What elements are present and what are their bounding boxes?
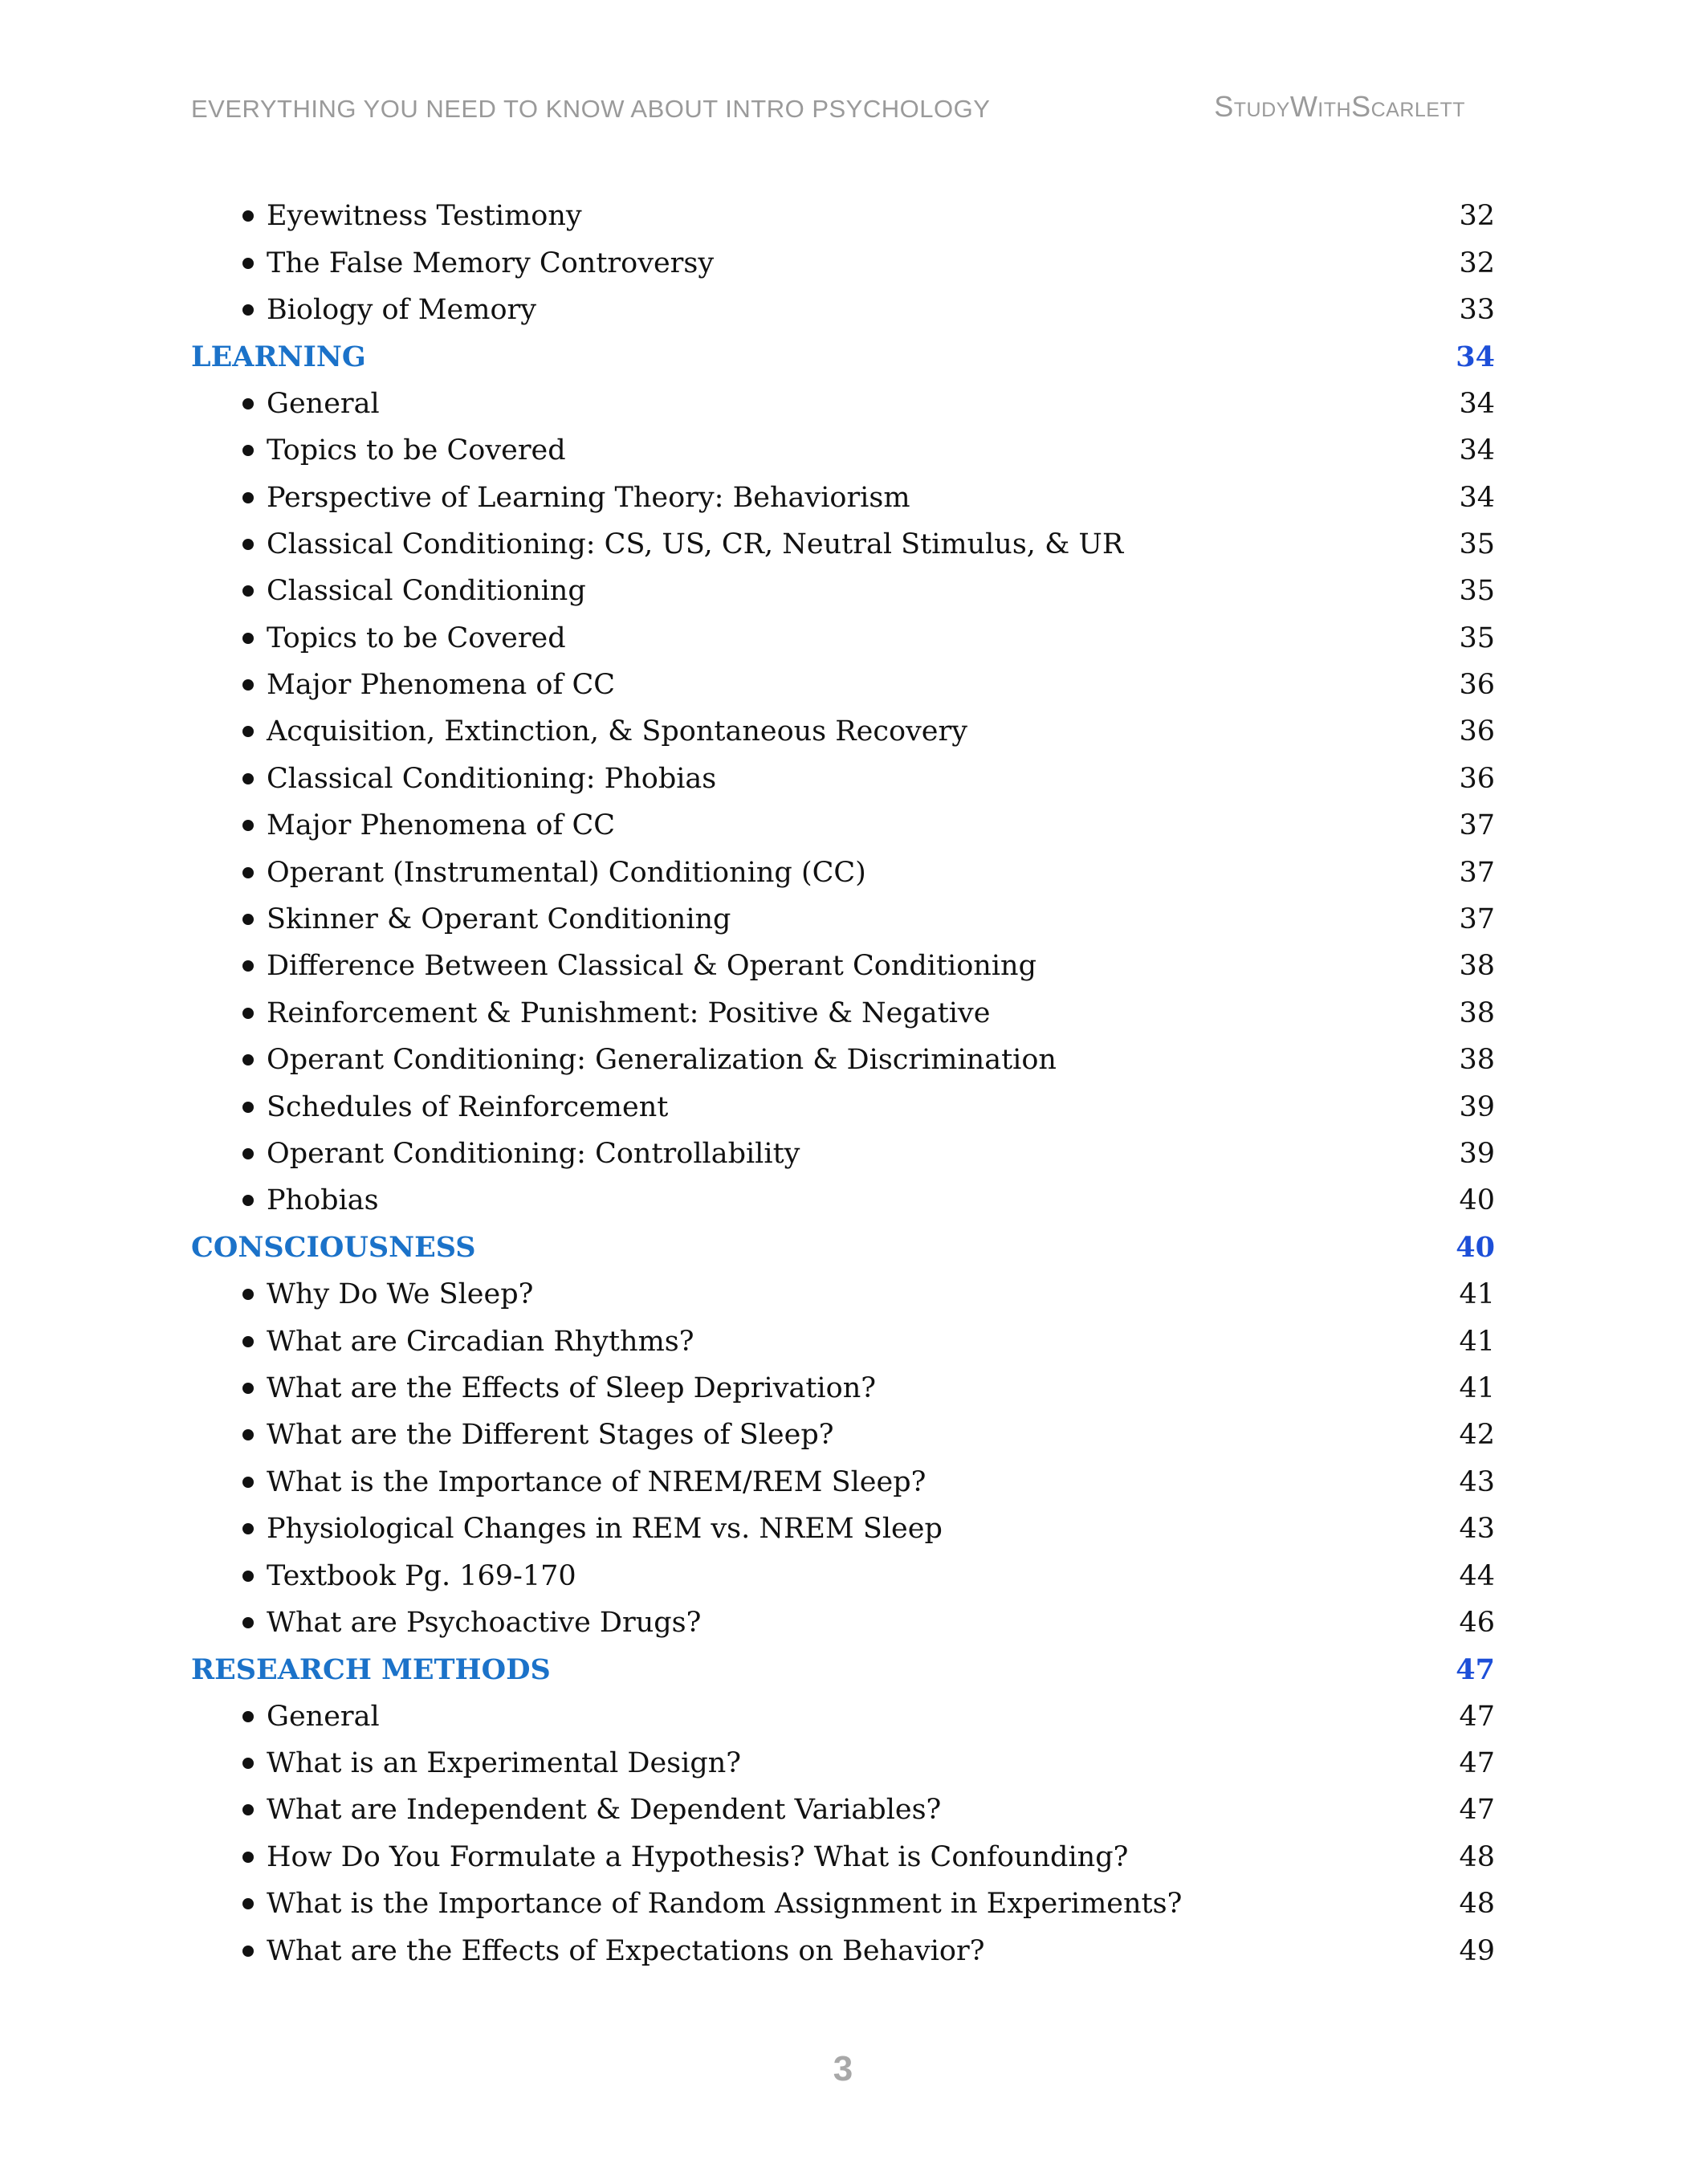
toc-label bbox=[191, 1747, 741, 1779]
bullet-icon bbox=[242, 1758, 254, 1769]
toc-page-number: 34 bbox=[1459, 434, 1495, 467]
toc-label bbox=[191, 247, 714, 279]
toc-label-text: Biology of Memory bbox=[267, 293, 537, 326]
toc-label-text: CONSCIOUSNESS bbox=[191, 1231, 476, 1265]
toc-label bbox=[191, 1419, 834, 1451]
toc-page-number: 32 bbox=[1459, 247, 1495, 279]
bullet-icon bbox=[242, 1429, 254, 1440]
toc-label-text: General bbox=[267, 1700, 380, 1733]
bullet-icon bbox=[242, 633, 254, 644]
toc-entry[interactable] bbox=[191, 1506, 1495, 1552]
toc-entry[interactable] bbox=[191, 427, 1495, 474]
running-header-author: StudyWithScarlett bbox=[1214, 90, 1465, 123]
bullet-icon bbox=[242, 1523, 254, 1534]
toc-entry[interactable] bbox=[191, 1412, 1495, 1458]
toc-page-number: 38 bbox=[1459, 950, 1495, 983]
toc-page-number: 33 bbox=[1459, 293, 1495, 326]
bullet-icon bbox=[242, 445, 254, 456]
toc-page-number: 49 bbox=[1459, 1934, 1495, 1967]
toc-label bbox=[191, 1701, 380, 1733]
toc-page-number: 47 bbox=[1459, 1700, 1495, 1733]
toc-entry[interactable] bbox=[191, 1787, 1495, 1833]
bullet-icon bbox=[242, 867, 254, 878]
toc-label bbox=[191, 1653, 551, 1686]
toc-label-text: What are Independent & Dependent Variables? bbox=[267, 1794, 942, 1827]
toc-page-number: 43 bbox=[1459, 1465, 1495, 1498]
toc-entry[interactable] bbox=[191, 521, 1495, 568]
bullet-icon bbox=[242, 1383, 254, 1394]
toc-page-number: 34 bbox=[1456, 340, 1495, 373]
toc-label-text: RESEARCH METHODS bbox=[191, 1652, 551, 1686]
toc-label bbox=[191, 1513, 943, 1545]
toc-entry[interactable] bbox=[191, 708, 1495, 755]
toc-entry[interactable] bbox=[191, 1318, 1495, 1364]
bullet-icon bbox=[242, 1289, 254, 1300]
toc-label bbox=[191, 857, 866, 889]
toc-label-text: Eyewitness Testimony bbox=[267, 200, 582, 233]
toc-page-number: 37 bbox=[1459, 903, 1495, 936]
toc-label-text: What are the Effects of Sleep Deprivation? bbox=[267, 1371, 876, 1404]
toc-label-text: Operant (Instrumental) Conditioning (CC) bbox=[267, 856, 866, 889]
toc-page-number: 34 bbox=[1459, 481, 1495, 514]
toc-page-number: 39 bbox=[1459, 1138, 1495, 1170]
toc-label bbox=[191, 1560, 576, 1592]
bullet-icon bbox=[242, 914, 254, 925]
toc-entry[interactable] bbox=[191, 662, 1495, 708]
toc-entry[interactable] bbox=[191, 756, 1495, 802]
toc-label-text: Topics to be Covered bbox=[267, 621, 566, 654]
toc-label-text: What is the Importance of Random Assignment in Experiments? bbox=[267, 1888, 1183, 1921]
toc-entry[interactable] bbox=[191, 1927, 1495, 1974]
toc-section-heading[interactable] bbox=[191, 1646, 1495, 1693]
toc-entry[interactable] bbox=[191, 849, 1495, 895]
toc-label bbox=[191, 622, 566, 654]
toc-label-text: Classical Conditioning bbox=[267, 575, 586, 608]
toc-label-text: What are the Effects of Expectations on Behavior? bbox=[267, 1934, 985, 1967]
toc-entry[interactable] bbox=[191, 287, 1495, 333]
toc-label bbox=[191, 715, 967, 748]
toc-label-text: Major Phenomena of CC bbox=[267, 669, 616, 702]
toc-label bbox=[191, 528, 1123, 560]
bullet-icon bbox=[242, 773, 254, 784]
bullet-icon bbox=[242, 960, 254, 972]
bullet-icon bbox=[242, 1898, 254, 1909]
toc-label bbox=[191, 1184, 379, 1216]
toc-entry[interactable] bbox=[191, 1083, 1495, 1130]
toc-label bbox=[191, 1607, 701, 1639]
bullet-icon bbox=[242, 1195, 254, 1206]
toc-entry[interactable] bbox=[191, 1177, 1495, 1224]
toc-page-number: 35 bbox=[1459, 575, 1495, 608]
toc-page-number: 36 bbox=[1459, 715, 1495, 748]
toc-label-text: Skinner & Operant Conditioning bbox=[267, 903, 731, 936]
toc-entry[interactable] bbox=[191, 474, 1495, 520]
bullet-icon bbox=[242, 1148, 254, 1159]
bullet-icon bbox=[242, 1617, 254, 1628]
toc-label bbox=[191, 903, 731, 935]
bullet-icon bbox=[242, 1711, 254, 1722]
bullet-icon bbox=[242, 1008, 254, 1019]
toc-entry[interactable] bbox=[191, 1552, 1495, 1599]
toc-page-number: 47 bbox=[1459, 1747, 1495, 1780]
toc-label bbox=[191, 809, 615, 841]
toc-page-number: 35 bbox=[1459, 621, 1495, 654]
toc-label bbox=[191, 763, 716, 795]
toc-label-text: Classical Conditioning: Phobias bbox=[267, 762, 717, 795]
running-header-title: EVERYTHING YOU NEED TO KNOW ABOUT INTRO PSYCHOLOGY bbox=[191, 95, 991, 123]
toc-label-text: LEARNING bbox=[191, 340, 366, 373]
bullet-icon bbox=[242, 1571, 254, 1582]
toc-label-text: Major Phenomena of CC bbox=[267, 809, 616, 842]
toc-entry[interactable] bbox=[191, 802, 1495, 849]
toc-label bbox=[191, 1278, 533, 1310]
toc-label-text: Topics to be Covered bbox=[267, 434, 566, 467]
toc-page-number: 37 bbox=[1459, 809, 1495, 842]
toc-page-number: 36 bbox=[1459, 669, 1495, 702]
toc-page-number: 38 bbox=[1459, 996, 1495, 1029]
toc-label-text: How Do You Formulate a Hypothesis? What is Confounding? bbox=[267, 1840, 1129, 1873]
toc-entry[interactable] bbox=[191, 1599, 1495, 1646]
toc-page-number: 35 bbox=[1459, 528, 1495, 560]
bullet-icon bbox=[242, 258, 254, 269]
toc-label bbox=[191, 669, 615, 701]
toc-label-text: The False Memory Controversy bbox=[267, 247, 715, 279]
toc-label-text: General bbox=[267, 387, 380, 420]
toc-label-text: Phobias bbox=[267, 1184, 379, 1217]
bullet-icon bbox=[242, 726, 254, 737]
toc-page-number: 47 bbox=[1456, 1652, 1495, 1686]
bullet-icon bbox=[242, 585, 254, 597]
toc-label-text: Classical Conditioning: CS, US, CR, Neutral Stimulus, & UR bbox=[267, 528, 1124, 560]
toc-entry[interactable] bbox=[191, 1740, 1495, 1787]
toc-entry[interactable] bbox=[191, 1271, 1495, 1318]
bullet-icon bbox=[242, 820, 254, 831]
toc-label-text: What are Circadian Rhythms? bbox=[267, 1325, 694, 1358]
toc-page-number: 39 bbox=[1459, 1090, 1495, 1123]
toc-label-text: Schedules of Reinforcement bbox=[267, 1090, 669, 1123]
toc-entry[interactable] bbox=[191, 990, 1495, 1037]
toc-page-number: 41 bbox=[1459, 1325, 1495, 1358]
toc-entry[interactable] bbox=[191, 615, 1495, 662]
toc-label-text: What is the Importance of NREM/REM Sleep? bbox=[267, 1465, 926, 1498]
toc-page-number: 40 bbox=[1459, 1184, 1495, 1217]
toc-label-text: What is an Experimental Design? bbox=[267, 1747, 742, 1780]
toc-entry[interactable] bbox=[191, 1459, 1495, 1506]
bullet-icon bbox=[242, 304, 254, 316]
toc-page-number: 47 bbox=[1459, 1794, 1495, 1827]
toc-label-text: Physiological Changes in REM vs. NREM Sleep bbox=[267, 1513, 943, 1546]
toc-label bbox=[191, 1326, 694, 1358]
toc-label bbox=[191, 388, 380, 420]
toc-section-heading[interactable] bbox=[191, 1224, 1495, 1271]
toc-entry[interactable] bbox=[191, 568, 1495, 614]
toc-page-number: 34 bbox=[1459, 387, 1495, 420]
toc-entry[interactable] bbox=[191, 943, 1495, 989]
toc-page-number: 44 bbox=[1459, 1559, 1495, 1592]
bullet-icon bbox=[242, 1946, 254, 1957]
toc-label-text: Perspective of Learning Theory: Behaviorism bbox=[267, 481, 910, 514]
toc-label bbox=[191, 1841, 1128, 1873]
toc-label-text: What are the Different Stages of Sleep? bbox=[267, 1419, 834, 1452]
toc-entry[interactable] bbox=[191, 1365, 1495, 1412]
toc-entry[interactable] bbox=[191, 193, 1495, 239]
toc-page-number: 38 bbox=[1459, 1044, 1495, 1077]
toc-label-text: Difference Between Classical & Operant Conditioning bbox=[267, 950, 1036, 983]
toc-label bbox=[191, 1138, 800, 1170]
toc-label bbox=[191, 1091, 668, 1123]
toc-label-text: Acquisition, Extinction, & Spontaneous Recovery bbox=[267, 715, 968, 748]
toc-label bbox=[191, 1935, 985, 1967]
toc-label-text: Reinforcement & Punishment: Positive & Negative bbox=[267, 996, 991, 1029]
toc-page-number: 37 bbox=[1459, 856, 1495, 889]
toc-label-text: Operant Conditioning: Controllability bbox=[267, 1138, 800, 1170]
bullet-icon bbox=[242, 210, 254, 222]
toc-entry[interactable] bbox=[191, 1834, 1495, 1880]
toc-page-number: 48 bbox=[1459, 1888, 1495, 1921]
bullet-icon bbox=[242, 539, 254, 550]
toc-label bbox=[191, 1231, 476, 1264]
toc-label bbox=[191, 950, 1036, 982]
toc-label bbox=[191, 1372, 876, 1404]
toc-label bbox=[191, 1794, 941, 1826]
toc-entry[interactable] bbox=[191, 239, 1495, 286]
toc-label bbox=[191, 482, 910, 514]
bullet-icon bbox=[242, 398, 254, 410]
toc-label bbox=[191, 200, 582, 232]
bullet-icon bbox=[242, 1804, 254, 1815]
toc-page-number: 32 bbox=[1459, 200, 1495, 233]
toc-entry[interactable] bbox=[191, 1131, 1495, 1177]
toc-label bbox=[191, 997, 990, 1029]
toc-page-number: 40 bbox=[1456, 1231, 1495, 1265]
bullet-icon bbox=[242, 1852, 254, 1863]
toc-page-number: 36 bbox=[1459, 762, 1495, 795]
toc-label-text: What are Psychoactive Drugs? bbox=[267, 1606, 702, 1639]
toc-label-text: Operant Conditioning: Generalization & Discrimination bbox=[267, 1044, 1057, 1077]
toc-page-number: 41 bbox=[1459, 1278, 1495, 1311]
toc-entry[interactable] bbox=[191, 381, 1495, 427]
bullet-icon bbox=[242, 679, 254, 691]
table-of-contents bbox=[191, 193, 1495, 1974]
page-number: 3 bbox=[833, 2049, 853, 2088]
toc-entry[interactable] bbox=[191, 1693, 1495, 1740]
toc-label-text: Textbook Pg. 169-170 bbox=[267, 1559, 576, 1592]
toc-entry[interactable] bbox=[191, 1037, 1495, 1083]
toc-entry[interactable] bbox=[191, 896, 1495, 943]
bullet-icon bbox=[242, 1102, 254, 1113]
toc-label bbox=[191, 1888, 1182, 1920]
bullet-icon bbox=[242, 1054, 254, 1066]
toc-page-number: 41 bbox=[1459, 1371, 1495, 1404]
toc-section-heading[interactable] bbox=[191, 333, 1495, 380]
toc-page-number: 46 bbox=[1459, 1606, 1495, 1639]
toc-entry[interactable] bbox=[191, 1880, 1495, 1927]
toc-label bbox=[191, 294, 536, 326]
bullet-icon bbox=[242, 1336, 254, 1347]
toc-label bbox=[191, 1044, 1057, 1076]
toc-label bbox=[191, 575, 586, 607]
toc-label bbox=[191, 1466, 926, 1498]
toc-label bbox=[191, 434, 566, 467]
toc-label-text: Why Do We Sleep? bbox=[267, 1278, 534, 1311]
bullet-icon bbox=[242, 1477, 254, 1488]
toc-page-number: 43 bbox=[1459, 1513, 1495, 1546]
toc-label bbox=[191, 340, 366, 373]
bullet-icon bbox=[242, 492, 254, 503]
toc-page-number: 48 bbox=[1459, 1840, 1495, 1873]
toc-page-number: 42 bbox=[1459, 1419, 1495, 1452]
